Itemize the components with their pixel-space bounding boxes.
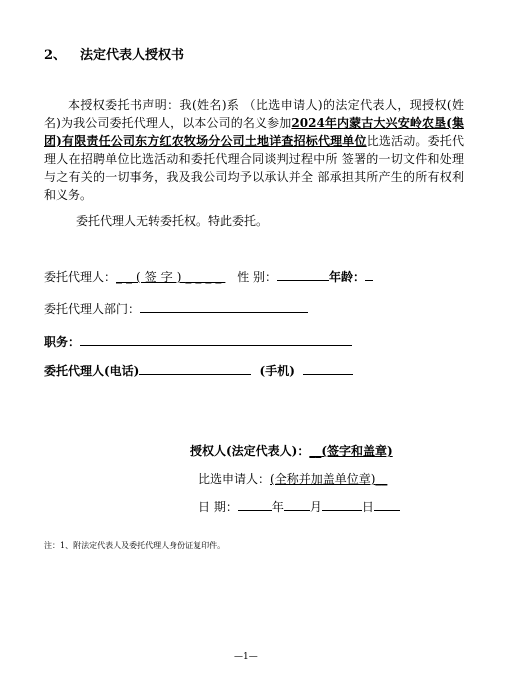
- authorizer-row: [190, 442, 393, 459]
- year-label: 年: [271, 500, 284, 514]
- agent-label: 委托代理人：: [44, 270, 117, 284]
- position-field[interactable]: [80, 333, 352, 346]
- month-field[interactable]: [284, 498, 310, 511]
- dept-field[interactable]: [140, 300, 308, 313]
- phone-row: [44, 362, 353, 379]
- applicant-row: [198, 470, 387, 487]
- authorizer-label: 授权人(法定代表人)：: [190, 444, 310, 458]
- applicant-seal-field: (全称并加盖单位章)__: [270, 472, 388, 486]
- day-trailing-line: [374, 498, 400, 511]
- attachment-note: 注：1、附法定代表人及委托代理人身份证复印件。: [44, 541, 226, 550]
- statement-rest: 比选活动。委托代理人在招聘单位比选活动和委托代理合同谈判过程中所 签署的一切文件和处理与之有关的一切事务，我及我公司均予以承认并全 部承担其所产生的所有权利和义务。: [44, 134, 464, 202]
- authorizer-signature-field: __(签字和盖章): [309, 444, 393, 458]
- section-heading: [44, 44, 184, 63]
- dept-row: [44, 300, 308, 317]
- statement-intro: 本授权委托书声明：我(姓名)系 （比选申请人)的法定代表人，现授权(姓名)为我公司委托代理人，以本公司的名义参加: [44, 98, 464, 130]
- date-row: [198, 498, 400, 515]
- mobile-label: (手机): [259, 364, 295, 378]
- section-number: 2、: [44, 48, 67, 63]
- month-label: 月: [309, 500, 322, 514]
- section-title: 法定代表人授权书: [80, 48, 185, 63]
- day-label: 日: [361, 500, 374, 514]
- mobile-field[interactable]: [303, 362, 353, 375]
- position-label: 职务：: [44, 335, 81, 349]
- agent-row: [44, 268, 373, 285]
- age-field[interactable]: [365, 268, 373, 281]
- position-row: [44, 333, 352, 350]
- authorization-statement: [44, 96, 464, 204]
- phone-field[interactable]: [139, 362, 251, 375]
- applicant-label: 比选申请人：: [198, 472, 271, 486]
- page-number: —1—: [234, 652, 258, 662]
- dept-label: 委托代理人部门：: [44, 302, 141, 316]
- agent-signature-field: __(签字)____: [116, 270, 226, 284]
- day-field[interactable]: [322, 498, 362, 511]
- no-transfer-statement: 委托代理人无转委托权。特此委托。: [76, 214, 269, 228]
- gender-field[interactable]: [277, 268, 329, 281]
- age-label: 年龄：: [329, 270, 366, 284]
- phone-label: 委托代理人(电话): [44, 364, 140, 378]
- gender-label: 性 别：: [237, 270, 278, 284]
- year-field[interactable]: [238, 498, 272, 511]
- project-name: 2024年内蒙古大兴安岭农垦(集团)有限责任公司东方红农牧场分公司土地详查招标代理单位: [44, 116, 465, 148]
- date-label: 日 期：: [198, 500, 238, 514]
